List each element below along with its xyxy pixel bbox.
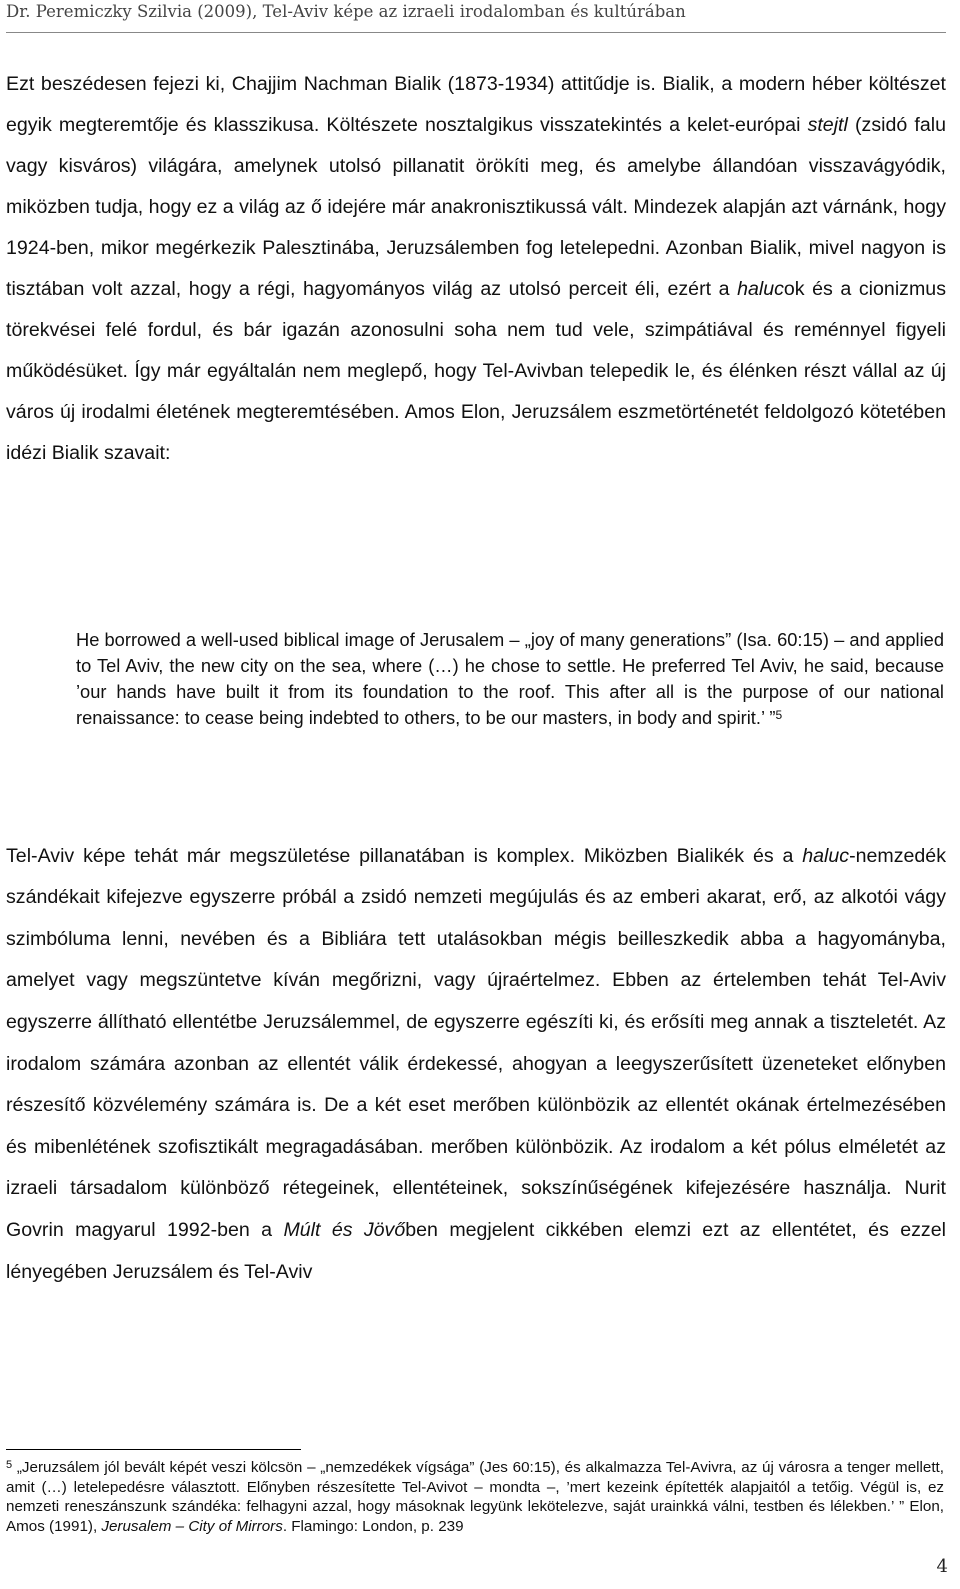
footnote-number: 5 xyxy=(6,1459,13,1471)
italic-title-mult-es-jovo: Múlt és Jövő xyxy=(283,1218,406,1241)
paragraph-bialik xyxy=(6,64,946,474)
paragraph-text: (zsidó falu vagy kisváros) világára, amelynek utolsó pillanatit örökíti meg, és amelybe állandóan visszavágyódik, miközben tudja, hogy ez a világ az ő idejére már anakronisztikussá vált. Mindezek alapján azt várnánk, hogy 1924-ben, mikor megérkezik Palesztinába, Jeruzsálemben fog letelepedni. Azonban Bialik, mivel nagyon is tisztában volt azzal, hogy a régi, hagyományos világ az utolsó perceit éli, ezért a xyxy=(6,114,946,300)
block-quote xyxy=(76,627,944,731)
running-header: Dr. Peremiczky Szilvia (2009), Tel-Aviv képe az izraeli irodalomban és kultúrában xyxy=(6,2,686,21)
italic-term-haluc: haluc xyxy=(737,278,784,300)
paragraph-text: ok és a cionizmus törekvései felé fordul, és bár igazán azonosulni soha nem tud vele, szimpátiával és reménnyel figyeli működésüket. Így már egyáltalán nem meglepő, hogy Tel-Avivban telepedik le, és élénken részt vállal az új város új irodalmi életének megteremtésében. Amos Elon, Jeruzsálem eszmetörténetét feldolgozó kötetében idézi Bialik szavait: xyxy=(6,278,946,464)
paragraph-text: -nemzedék szándékait kifejezve egyszerre próbál a zsidó nemzeti megújulás és az emberi akarat, erő, az alkotói vágy szimbóluma lenni, nevében és a Bibliára tett utalásokban mégis beilleszkedik abba a hagyományba, amelyet vagy megszüntetve kíván megőrizni, vagy újraértelmez. Ebben az értelemben tehát Tel-Aviv egyszerre állítható ellentétbe Jeruzsálemmel, de egyszerre egészíti ki, és erősíti meg annak a tiszteletét. Az irodalom számára azonban az ellentét válik érdekessé, ahogyan a leegyszerűsített üzeneteket előnyben részesítő közvélemény számára is. De a két eset merőben különbözik az ellentét okának értelmezésében és mibenlétének szofisztikált megragadásában. merőben különbözik. Az irodalom a két pólus elméletét az izraeli társadalom különböző rétegeinek, ellentéteinek, sokszínűségének kifejezésére használja. Nurit Govrin magyarul 1992-ben a xyxy=(6,844,946,1241)
footnote-text: „Jeruzsálem jól bevált képét veszi kölcsön – „nemzedékek vígsága” (Jes 60:15), és alkalmazza Tel-Avivra, az új városra a tenger mellett, amit (…) letelepedésre választott. Előnyben részesítette Tel-Avivot – mondta –, ’mert kezeink építették alapjaitól a tetőig. Végül is, ez nemzeti reneszánszunk szándéka: felhagyni azzal, hogy másoknak legyünk lekötelezve, saját urainkká válni, testben és lélekben.’ ” Elon, Amos (1991), xyxy=(6,1459,944,1535)
italic-term-haluc: haluc xyxy=(802,844,850,867)
page-number: 4 xyxy=(936,1556,948,1577)
paragraph-tel-aviv xyxy=(6,816,946,1313)
footnote-reference[interactable]: 5 xyxy=(775,708,783,722)
header-rule xyxy=(6,32,946,33)
paragraph-text: Tel-Aviv képe tehát már megszületése pillanatában is komplex. Miközben Bialikék és a xyxy=(6,844,803,867)
quote-text: He borrowed a well-used biblical image of Jerusalem – „joy of many generations” (Isa. 60:15) – and applied to Tel Aviv, the new city on the sea, where (…) he chose to settle. He preferred Tel Aviv, he said, because ’our hands have built it from its foundation to the roof. This after all is the purpose of our national renaissance: to cease being indebted to others, to be our masters, in body and spirit.’ ” xyxy=(76,629,944,728)
footnote-separator xyxy=(6,1449,301,1450)
footnote-text: . Flamingo: London, p. 239 xyxy=(282,1517,464,1535)
paragraph-text: Ezt beszédesen fejezi ki, Chajjim Nachman Bialik (1873-1934) attitűdje is. Bialik, a modern héber költészet egyik megteremtője és klasszikusa. Költészete nosztalgikus visszatekintés a kelet-európai xyxy=(6,73,946,136)
footnote-book-title: Jerusalem – City of Mirrors xyxy=(101,1517,283,1535)
italic-term-stejtl: stejtl xyxy=(807,114,848,136)
paragraph-text: ben megjelent cikkében elemzi ezt az ellentétet, és ezzel lényegében Jeruzsálem és Tel-Aviv xyxy=(6,1218,946,1283)
footnote xyxy=(6,1458,944,1536)
